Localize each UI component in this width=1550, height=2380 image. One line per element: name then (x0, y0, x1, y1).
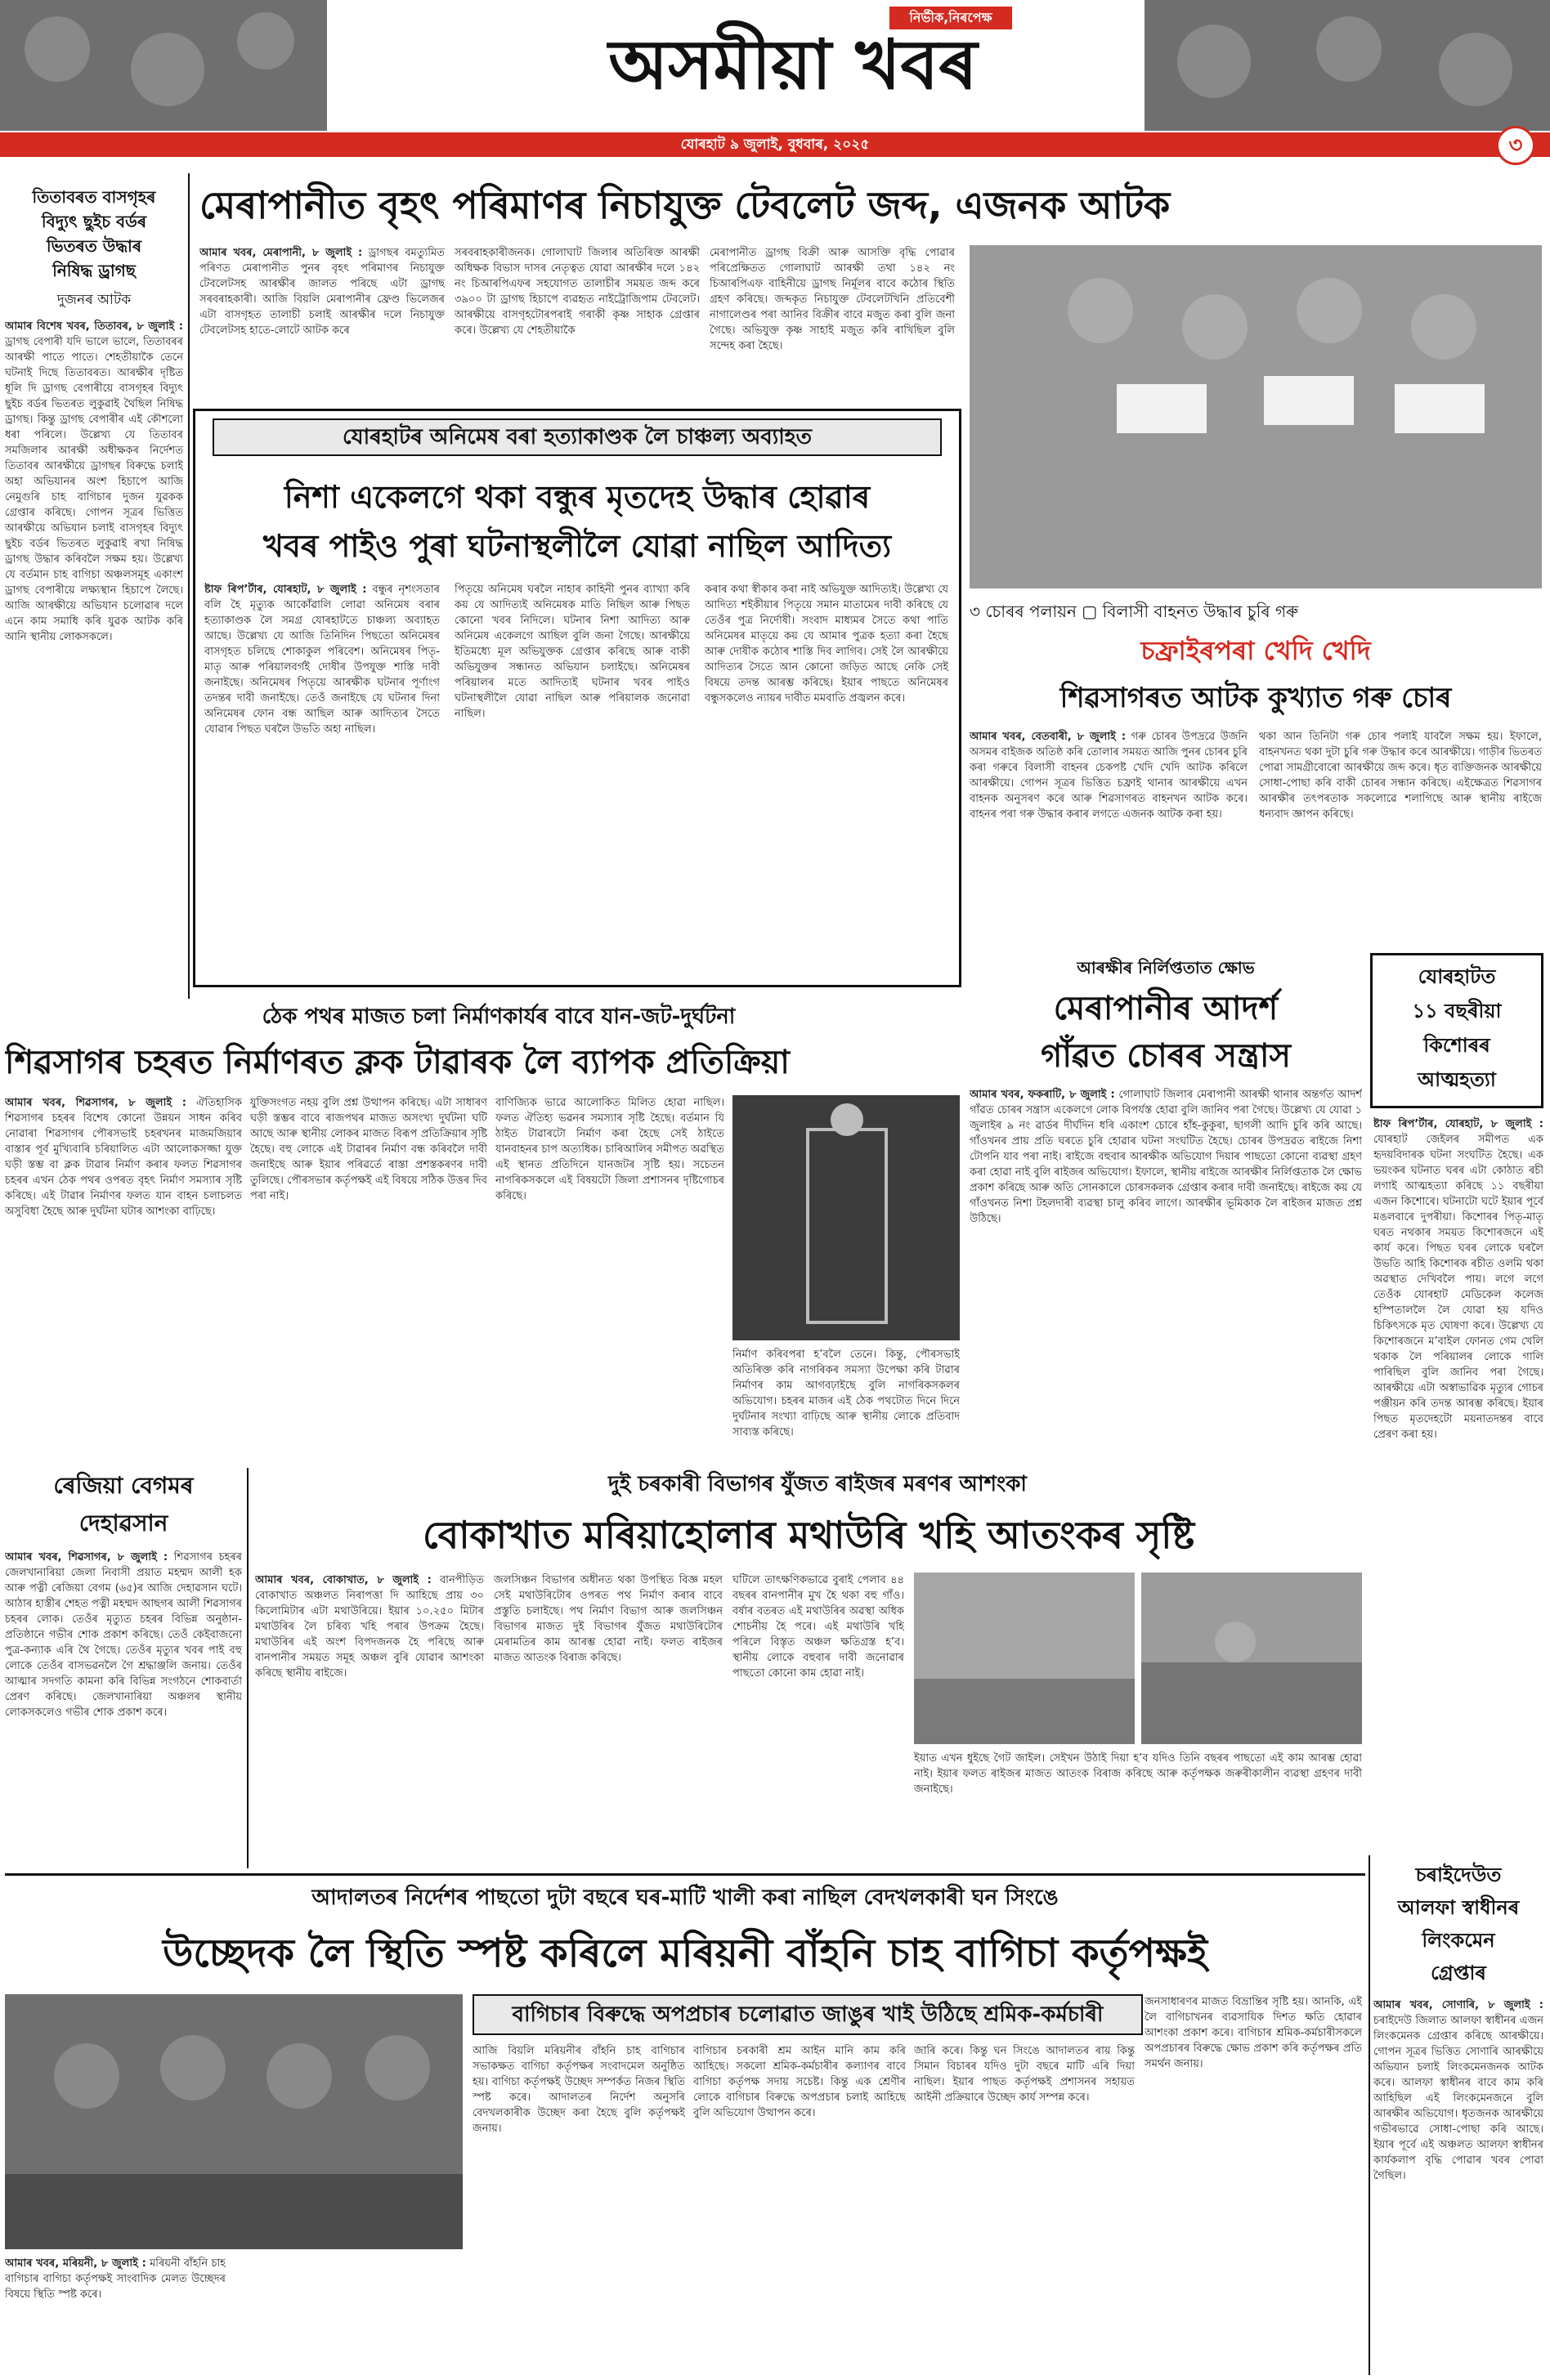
lead-drug-col2: সৰবৰাহকাৰীজনক। গোলাঘাট জিলাৰ অতিৰিক্ত আৰক্ষী অধিক্ষক বিভাস দাসৰ নেতৃত্বত যোৱা আৰক্ষীৰ দলে ১৪২ নং চিআৰপিএফৰ সহযোগত তালাচীৰ সময়ত জব্দ কৰে ৩৯০০ টা ড্ৰাগছ হিচাপে ব্যৱহৃত নাইট্ৰোজিপাম টেবলেট। আৰক্ষীয়ে বাসগৃহটোৰপৰাই গৰাকী কৃষ্ণ সাহাক গ্ৰেপ্তাৰ কৰে। উল্লেখ্য যে শেহতীয়াকৈ (455, 247, 700, 337)
tower-col1-text: ঐতিহাসিক শিৱসাগৰ চহৰৰ বিশেষ কোনো উন্নয়ন সাধন কৰিব নোৱাৰা শিৱসাগৰ পৌৰসভাই চহৰখনৰ মাজমজিয়াৰ বাস্তাৰ পূৰ্ব মুখ্যিবাৰি চৰিয়ালিত এটা আলোকসজ্জা যুক্ত ঘড়ী স্তম্ভ বা ক্লক টাৱাৰ নিৰ্মাণ কৰাৰ ফলত শিৱসাগৰ চহৰৰ এখন ঠেক পথৰ ওপৰত বৃহৎ নিৰ্মাণ সমস্যাৰ সৃষ্টি কৰিছে। এই টাৱাৰ নিৰ্মাণৰ ফলত যান বাহন চলাচলত অসুবিধা হৈছে আৰু দুৰ্ঘটনা ঘটাৰ আশংকা বাঢ়িছে। (5, 1097, 242, 1218)
masthead-photo-right (1145, 0, 1550, 131)
suicide-text: যোৰহাট জেইলৰ সমীপত এক হৃদয়বিদাৰক ঘটনা সংঘটিত হৈছে। এক ভয়ংকৰ ঘটনাত ঘৰৰ এটা কোঠাত ৰচী লগাই আত্মহত্যা কৰিছে ১১ বছৰীয়া এজন কিশোৰে। ঘটনাটো ঘটে ইয়াৰ পূৰ্বে মঙলবাৰে দুপৰীয়া। কিশোৰৰ পিতৃ-মাতৃ ঘৰত নথকাৰ সময়ত কিশোৰজনে এই কাৰ্য কৰে। পিছত ঘৰৰ লোকে ঘৰলৈ উভতি আহি কিশোৰক ৰচীত ওলমি থকা অৱস্থাত দেখিবলৈ পায়। লগে লগে তেওঁক যোৰহাট মেডিকেল কলেজ হস্পিতাললৈ লৈ যোৱা হয় যদিও চিকিৎসকে মৃত ঘোষণা কৰে। উল্লেখ্য যে কিশোৰজনে ম’বাইল ফোনত গেম খেলি থকাক লৈ পৰিয়ালৰ লোকে গালি পাৰিছিল বুলি জানিব পৰা গৈছে। আৰক্ষীয়ে এটা অস্বাভাৱিক মৃত্যুৰ গোচৰ পঞ্জীয়ন কৰি তদন্ত আৰম্ভ কৰিছে। ইয়াৰ পিছত মৃতদেহটো ময়নাতদন্তৰ বাবে প্ৰেৰণ কৰা হয়। (1373, 1134, 1543, 1441)
tea-col1: আজি বিয়লি মৰিয়নীৰ বাঁহনি চাহ বাগিচাৰ সভাকক্ষত বাগিচা কৰ্তৃপক্ষৰ সংবাদমেল অনুষ্ঠিত হয়। বাগিচা কৰ্তৃপক্ষই উচ্ছেদ সম্পৰ্কত নিজৰ স্থিতি স্পষ্ট কৰে। আদালতৰ নিৰ্দেশ অনুসৰি বেদখলকাৰীক উচ্ছেদ কৰা হৈছে বুলি কৰ্তৃপক্ষই জনায়। (473, 2045, 685, 2135)
tower-col3: বাণিজ্যিক ভাৱে আলোকিত মিলিত হোৱা নাছিল। ফলত ঐতিহ্য ভৱনৰ সমস্যাৰ সৃষ্টি হৈছে। বৰ্তমান যি ঠাইত টাৱাৰটো নিৰ্মাণ কৰা হৈছে সেই ঠাইতে যানবাহনৰ চাপ অত্যধিক। চাৰিআলিৰ সমীপত অৱস্থিত এই স্থানত প্ৰতিদিনে যানজটৰ সৃষ্টি হয়। সচেতন নাগৰিকসকলে এই বিষয়টো জিলা প্ৰশাসনৰ দৃষ্টিগোচৰ কৰিছে। (495, 1097, 724, 1202)
suicide-headline-3: কিশোৰৰ (1423, 1034, 1490, 1057)
theft-headline-2: শিৱসাগৰত আটক কুখ্যাত গৰু চোৰ (1059, 682, 1452, 714)
ulfa-headline-4: গ্ৰেপ্তাৰ (1431, 1962, 1486, 1984)
tea-top-rule (5, 1873, 1365, 1876)
theft-dateline: আমাৰ খবৰ, বেতবাৰী, ৮ জুলাই : (970, 731, 1127, 743)
tower-col1 (5, 1095, 242, 1461)
tea-kicker: আদালতৰ নিৰ্দেশৰ পাছতো দুটা বছৰে ঘৰ-মাটি খালী কৰা নাছিল বেদখলকাৰী ঘন সিংঙে (311, 1886, 1059, 1910)
murder-headline-2: খবৰ পাইও পুৰা ঘটনাস্থলীলৈ যোৱা নাছিল আদিত্য (262, 528, 892, 564)
rejia-headline-2: দেহাৱসান (78, 1510, 168, 1537)
rejia-text: শিৱসাগৰ চহৰৰ জেলখানাৰিয়া জেলা নিবাসী প্ৰয়াত মহম্মদ আলী হক আৰু পত্নী ৰেজিয়া বেগম (৬৫)ৰ আজি দেহাৱসান ঘটে। আঠাৰ হাস্তীৰ শেহত পত্নী মহম্মদ আছগৰ আলী শিৱসাগৰ চহৰৰ লোক। তেওঁৰ মৃত্যুত চহৰৰ বিভিন্ন অনুষ্ঠান-প্ৰতিষ্ঠানে গভীৰ শোক প্ৰকাশ কৰিছে। তেওঁ কেইবাজনো পুত্ৰ-কন্যাক এৰি থৈ গৈছে। তেওঁৰ মৃত্যুৰ খবৰ পাই বহু লোকে তেওঁৰ বাসভৱনলৈ গৈ শ্ৰদ্ধাঞ্জলি জনায়। তেওঁৰ আত্মাৰ সদগতি কামনা কৰি বিভিন্ন সংগঠনে শোকবাৰ্তা প্ৰেৰণ কৰিছে। জেলখানাৰিয়া অঞ্চলৰ স্থানীয় লোকসকলেও গভীৰ শোক প্ৰকাশ কৰে। (5, 1551, 242, 1719)
tea-col2: বাগিচাৰ চৰকাৰী শ্ৰম আইন মানি কাম কৰি আহিছে। সকলো শ্ৰমিক-কৰ্মচাৰীৰ কল্যাণৰ বাবে বাগিচা কৰ্তৃপক্ষ সদায় সচেষ্ট। কিন্তু এক শ্ৰেণীৰ লোকে বাগিচাৰ বিৰুদ্ধে অপপ্ৰচাৰ চলাই আহিছে বুলি অভিযোগ উত্থাপন কৰে। (693, 2045, 906, 2119)
rejia-rule (247, 1468, 249, 1868)
left-drug-text: ড্ৰাগছ বেপাৰী যদি ভালে ভালে, তিতাবৰৰ আৰক্ষী পাতে পাতে। শেহতীয়াকৈ তেনে ঘটনাই দিছে তিতাবৰত। আৰক্ষীৰ দৃষ্টিত ধূলি দি ড্ৰাগছ বেপাৰীয়ে বাসগৃহৰ বিদ্যুৎ ছুইচ বৰ্ডৰ ভিতৰত লুকুৱাই থৈছিল নিষিদ্ধ ড্ৰাগছ। কিন্তু ড্ৰাগছ বেপাৰীৰ এই কৌশলো ধৰা পৰিলে। উল্লেখ্য যে তিতাবৰ সমজিলাৰ আৰক্ষী অধীক্ষকৰ নিৰ্দেশত তিতাবৰ আৰক্ষীয়ে ড্ৰাগছৰ বিৰুদ্ধে চলাই অহা অভিযানৰ অংশ হিচাপে আজি নেমুগুৰি চাহ বাগিচাৰ দুজন যুৱকক গ্ৰেপ্তাৰ কৰিছে। গোপন সূত্ৰৰ ভিত্তিত আৰক্ষীয়ে অভিযান চলাই বাসগৃহৰ বিদ্যুৎ ছুইচ বৰ্ডৰ ভিতৰত লুকুৱাই ৰখা নিষিদ্ধ ড্ৰাগছ উদ্ধাৰ কৰিবলৈ সক্ষম হয়। উল্লেখ্য যে বৰ্তমান চাহ বাগিচা অঞ্চলসমূহ একাংশ ড্ৰাগছ বেপাৰীয়ে লক্ষ্যস্থান হিচাপে লৈছে। আজি আৰক্ষীয়ে অভিযান চলোৱাৰ দলে এনে কাম সমাধি কৰি যুৱক আটক কৰি আনি স্থানীয় লোকসকলে। (5, 336, 183, 643)
suicide-headline-2: ১১ বছৰীয়া (1412, 1000, 1502, 1022)
crocodile-col3: ঘটিলে তাৎক্ষণিকভাৱে বুৰাই পেলাব ৪৪ বছৰৰ বানপানীৰ মুখ হৈ থকা বহু গাঁও। বৰ্ষাৰ বতৰত এই মথাউৰিৰ অৱস্থা অধিক শোচনীয় হৈ পৰে। এই মথাউৰি খহি পৰিলে বিস্তৃত অঞ্চল ক্ষতিগ্ৰস্ত হ’ব। স্থানীয় লোকে বহুবাৰ দাবী জনোৱাৰ পাছতো কোনো কাম হোৱা নাই। (732, 1574, 904, 1680)
suicide-dateline: ষ্টাফ ৰিপ’ৰ্টাৰ, যোৰহাট, ৮ জুলাই : (1373, 1118, 1543, 1130)
theft-col2: থকা আন তিনিটা গৰু চোৰ পলাই যাবলৈ সক্ষম হয়। ইফালে, বাহনখনত থকা দুটা চুৰি গৰু উদ্ধাৰ কৰে আৰক্ষীয়ে। গাড়ীৰ ভিতৰত পোৱা সামগ্ৰীবোৰো আৰক্ষীয়ে জব্দ কৰে। ধৃত ব্যক্তিজনক আৰক্ষীয়ে সোধা-পোছা কৰি বাকী চোৰৰ সন্ধান কৰিছে। এইক্ষেত্ৰত শিৱসাগৰ আৰক্ষীৰ তৎপৰতাক সকলোৱে শলাগিছে আৰু স্থানীয় ৰাইজে ধন্যবাদ জ্ঞাপন কৰিছে। (1259, 731, 1542, 821)
page-number: ৩ (1496, 126, 1535, 165)
masthead-title: অসমীয়া খবৰ (608, 24, 978, 105)
tea-headline: উচ্ছেদক লৈ স্থিতি স্পষ্ট কৰিলে মৰিয়নী বাঁহনি চাহ বাগিচা কৰ্তৃপক্ষই (163, 1930, 1207, 1976)
ulfa-headline-2: আলফা স্বাধীনৰ (1397, 1896, 1520, 1919)
tea-col4: জনসাধাৰণৰ মাজত বিভ্ৰান্তিৰ সৃষ্টি হয়। আনকি, এই লৈ বাগিচাখনৰ ব্যৱসায়িক দিশত ক্ষতি হোৱাৰ আশংকা প্ৰকাশ কৰে। বাগিচাৰ শ্ৰমিক-কৰ্মচাৰীসকলে অপপ্ৰচাৰৰ বিৰুদ্ধে ক্ষোভ প্ৰকাশ কৰি কৰ্তৃপক্ষৰ প্ৰতি সমৰ্থন জনায়। (1145, 1996, 1362, 2070)
murder-col1 (204, 582, 440, 979)
suicide-headline-1: যোৰহাটত (1418, 965, 1496, 988)
tea-dateline: আমাৰ খবৰ, মৰিয়নী, ৮ জুলাই : (5, 2257, 146, 2270)
tower-caption: নিৰ্মাণ কৰিবপৰা হ’বলৈ তেনে। কিন্তু, পৌৰসভাই অতিৰিক্ত কৰি নাগৰিকৰ সমস্যা উপেক্ষা কৰি টাৱাৰ নিৰ্মাণৰ কাম আগবঢ়াইছে বুলি নাগৰিকসকলৰ অভিযোগ। চহৰৰ মাজৰ এই ঠেক পথটোত দিনে দিনে দুৰ্ঘটনাৰ সংখ্যা বাঢ়িছে আৰু স্থানীয় লোকে প্ৰতিবাদ সাব্যস্ত কৰিছে। (732, 1349, 960, 1438)
ulfa-text: চৰাইদেউ জিলাত আলফা স্বাধীনৰ এজন লিংকমেনক গ্ৰেপ্তাৰ কৰিছে আৰক্ষীয়ে। গোপন সূত্ৰৰ ভিত্তিত সোণাৰি আৰক্ষীয়ে অভিযান চলাই লিংকমেনজনক আটক কৰে। আলফা স্বাধীনৰ বাবে কাম কৰি আহিছিল এই লিংকমেনজনে বুলি আৰক্ষীৰ অভিযোগ। ধৃতজনক আৰক্ষীয়ে গভীৰভাৱে সোধা-পোছা কৰি আছে। ইয়াৰ পূৰ্বে এই অঞ্চলত আলফা স্বাধীনৰ কাৰ্যকলাপ বৃদ্ধি পোৱাৰ খবৰ পোৱা গৈছিল। (1373, 2015, 1543, 2182)
village-headline-1: মেৰাপানীৰ আদৰ্শ (1053, 990, 1279, 1027)
tea-col3: জাৰি কৰে। কিন্তু ঘন সিংঙে আদালতৰ ৰায় কিন্তু সিমান বিচাৰৰ যদিও দুটা বছৰে মাটি এৰি দিয়া নাছিল। ইয়াৰ পাছত কৰ্তৃপক্ষই প্ৰশাসনৰ সহায়ত আইনী প্ৰক্ৰিয়াৰে উচ্ছেদ কাৰ্য সম্পন্ন কৰে। (914, 2045, 1135, 2104)
lead-drug-headline: মেৰাপানীত বৃহৎ পৰিমাণৰ নিচাযুক্ত টেবলেট জব্দ, এজনক আটক (199, 183, 1171, 227)
village-body (970, 1087, 1362, 1468)
left-column-rule (188, 173, 190, 999)
suicide-body (1373, 1116, 1543, 1852)
left-drug-headline-4: নিষিদ্ধ ড্ৰাগছ (52, 261, 136, 280)
crocodile-col1 (255, 1572, 484, 1867)
lead-drug-col1-text: ড্ৰাগছৰ বমত্যুমিত পৰিণত মেৰাপানীত পুনৰ বৃহৎ পৰিমাণৰ নিচাযুক্ত টেবলেটসহ আৰক্ষীৰ জালত পৰিছে এটা ড্ৰাগছ সৰবৰাহকাৰী। আজি বিয়লি মেৰাপানীৰ ফ্ৰেণ্ড ভিলেজৰ এটা বাসগৃহত তালাচী চলাই আৰক্ষীৰ দলে নিচাযুক্ত টেবলেটসহ হাতে-লোটে আটক কৰে (199, 247, 445, 337)
lead-drug-dateline: আমাৰ খবৰ, মেৰাপানী, ৮ জুলাই : (199, 247, 363, 259)
murder-col1-text: বন্ধুৰ নৃশংসতাৰ বলি হৈ মৃত্যুক আকোঁৱালি লোৱা অনিমেষ বৰাৰ হত্যাকাণ্ডক লৈ সমগ্ৰ যোৰহাটতে চাঞ্চল্য অব্যাহত আছে। উল্লেখ্য যে আজি তিনিদিন পিছতো অনিমেষৰ বাসগৃহত চলিছে শোকাকুল পৰিবেশ। অনিমেষৰ পিতৃ-মাতৃ আৰু পৰিয়ালবৰ্গই দোষীৰ উপযুক্ত শাস্তি দাবী জনাইছে। অনিমেষৰ পিতৃয়ে আৰক্ষীক ঘটনাৰ পূৰ্ণাংগ তদন্তৰ দাবী জনাইছে। তেওঁ জনাইছে যে ঘটনাৰ দিনা অনিমেষৰ ফোন বন্ধ আছিল আৰু আদিত্যৰ সৈতে যোৱাৰ পিছত ঘৰলৈ উভতি অহা নাছিল। (204, 584, 440, 736)
murder-headline-1: নিশা একেলগে থকা বন্ধুৰ মৃতদেহ উদ্ধাৰ হোৱাৰ (284, 479, 871, 515)
left-drug-dateline: আমাৰ বিশেষ খবৰ, তিতাবৰ, ৮ জুলাই : (5, 320, 183, 333)
ulfa-headline-1: চৰাইদেউত (1415, 1863, 1502, 1886)
theft-col1-text: গৰু চোৰৰ উপদ্ৰৱে উজনি অসমৰ বাইজক অতিষ্ঠ কৰি তোলাৰ সময়ত আজি পুনৰ চোৰৰ চুৰি কৰা গৰুৰে বিলাসী বাহনৰ চেকপষ্ট খেদি খেদি আটক কৰিলে আৰক্ষীয়ে। গোপন সূত্ৰৰ ভিত্তিত চফ্ৰাই থানাৰ আৰক্ষীয়ে এখন বাহনক অনুসৰণ কৰে আৰু শিৱসাগৰত বাহনখন আটক কৰে। বাহনৰ পৰা গৰু উদ্ধাৰ কৰাৰ লগতে এজনক আটক কৰা হয়। (970, 731, 1248, 821)
murder-kicker: যোৰহাটৰ অনিমেষ বৰা হত্যাকাণ্ডক লৈ চাঞ্চল্য অব্যাহত (213, 418, 942, 456)
rejia-dateline: আমাৰ খবৰ, শিৱসাগৰ, ৮ জুলাই : (5, 1551, 168, 1564)
crocodile-col1-text: বানপীড়িত বোকাখাত অঞ্চলত নিৰাপত্তা দি আহিছে প্ৰায় ৩০ কিলোমিটাৰ এটা মথাউৰিয়ে। ইয়াৰ ১০.২৫০ মিটাৰ মথাউৰিৰ লৈ চৰিব্য খহি পৰাৰ উপক্ৰম হৈছে। মথাউৰিৰ এই অংশ বিপদজনক হৈ পৰিছে আৰু বানপানীৰ সময়ত সমূহ অঞ্চল বুৰি যোৱাৰ আশংকা কৰিছে স্থানীয় ৰাইজে। (255, 1574, 484, 1680)
crocodile-photo-right (1141, 1572, 1362, 1744)
ulfa-dateline: আমাৰ খবৰ, সোণাৰি, ৮ জুলাই : (1373, 1999, 1543, 2011)
lead-drug-photo (970, 245, 1542, 588)
tower-photo (732, 1095, 960, 1340)
ulfa-rule (1369, 1855, 1370, 2375)
tea-photo-caption (5, 2256, 226, 2375)
tower-kicker: ঠেক পথৰ মাজত চলা নিৰ্মাণকাৰ্যৰ বাবে যান-জট-দুৰ্ঘটনা (262, 1004, 736, 1029)
left-drug-story (5, 183, 183, 935)
murder-dateline: ষ্টাফ ৰিপ’ৰ্টাৰ, যোৰহাট, ৮ জুলাই : (204, 584, 367, 596)
crocodile-caption: ইয়াত এখন ধুইছে গৈট জাইল। সেইখন উঠাই দিয়া হ’ব যদিও তিনি বছৰৰ পাছতো এই কাম আৰম্ভ হোৱা নাই। ইয়াৰ ফলত ৰাইজৰ মাজত আতংক বিৰাজ কৰিছে আৰু কৰ্তৃপক্ষক জৰুৰীকালীন ব্যৱস্থা গ্ৰহণৰ দাবী জনাইছে। (914, 1752, 1362, 1796)
crocodile-photo-left (914, 1572, 1135, 1744)
lead-drug-col1 (199, 245, 445, 400)
lead-drug-col3: মেৰাপানীত ড্ৰাগছ বিক্ৰী আৰু আসক্তি বৃদ্ধি পোৱাৰ পৰিপ্ৰেক্ষিতত গোলাঘাট আৰক্ষী তথা ১৪২ নং চিআৰপিএফ বাহিনীয়ে ড্ৰাগছ নিৰ্মূলৰ বাবে কঠোৰ স্থিতি গ্ৰহণ কৰিছে। জব্দকৃত নিচাযুক্ত টেবলেটখিনি প্ৰতিবেশী নাগালেণ্ডৰ পৰা আনিব বিক্ৰীৰ বাবে মজুত কৰা বুলি জনা গৈছে। অভিযুক্ত কৃষ্ণ সাহাই মজুত কৰি ৰাখিছিল বুলি সন্দেহ কৰা হৈছে। (710, 247, 955, 352)
tower-dateline: আমাৰ খবৰ, শিৱসাগৰ, ৮ জুলাই : (5, 1097, 186, 1109)
murder-col2: পিতৃয়ে অনিমেষ ঘৰলৈ নাহাৰ কাহিনী পুনৰ ব্যাখ্যা কৰি কয় যে আদিত্যই অনিমেষক মাতি নিছিল আৰু পিছত কোনো খবৰ নিদিলে। ঘটনাৰ নিশা আদিত্য আৰু অনিমেষ একেলগে আছিল বুলি জনা গৈছে। আৰক্ষীয়ে ইতিমধ্যে মূল অভিযুক্তক গ্ৰেপ্তাৰ কৰিছে আৰু বাকী অভিযুক্তৰ সন্ধানত অভিযান চলাইছে। অনিমেষৰ পৰিয়ালৰ মতে আদিত্যই ঘটনাৰ খবৰ পাইও ঘটনাস্থলীলৈ যোৱা নাছিল আৰু পৰিয়ালক জনোৱা নাছিল। (455, 584, 690, 720)
crocodile-dateline: আমাৰ খবৰ, বোকাখাত, ৮ জুলাই : (255, 1574, 432, 1586)
crocodile-headline: বোকাখাত মৰিয়াহোলাৰ মথাউৰি খহি আতংকৰ সৃষ্টি (422, 1513, 1195, 1557)
rejia-body (5, 1550, 242, 1868)
tower-headline: শিৱসাগৰ চহৰত নিৰ্মাণৰত ক্লক টাৱাৰক লৈ ব্যাপক প্ৰতিক্ৰিয়া (5, 1044, 790, 1081)
masthead-photo-left (0, 0, 327, 131)
tower-col2: যুক্তিসংগত নহয় বুলি প্ৰশ্ন উত্থাপন কৰিছে। এটা সাধাৰণ ঘড়ী স্তম্ভৰ বাবে ৰাজপথৰ মাজত অসংখ্য দুৰ্ঘটনা ঘটি আছে আৰু স্থানীয় লোকৰ মাজত বিৰূপ প্ৰতিক্ৰিয়াৰ সৃষ্টি হৈছে। বহু লোকে এই টাৱাৰৰ নিৰ্মাণ বন্ধ কৰিবলৈ দাবী জনাইছে আৰু ইয়াৰ পৰিৱৰ্তে ৰাস্তা প্ৰশস্তকৰণৰ দাবী তুলিছে। পৌৰসভাৰ কৰ্তৃপক্ষই এই বিষয়ে সঠিক উত্তৰ দিব পৰা নাই। (250, 1097, 487, 1202)
murder-col3: কৰাৰ কথা স্বীকাৰ কৰা নাই অভিযুক্ত আদিত্যই। উল্লেখ্য যে আদিত্য শইকীয়াৰ পিতৃয়ে সমান মাতামেৰ দাবী কৰিছে যে তেওঁৰ পুত্ৰ নিৰ্দোষী। সংবাদ মাধ্যমৰ সৈতে কথা পাতি অনিমেষৰ মাতৃয়ে কয় যে আমাৰ পুত্ৰক হত্যা কৰা হৈছে আৰু দোষীক কঠোৰ শাস্তি দিব লাগিব। সেই লৈ আৰক্ষীয়ে আদিত্যৰ সৈতে আন কোনো জড়িত আছে নেকি সেই বিষয়ে তদন্ত আৰম্ভ কৰিছে। ইয়াৰ পাছতে অনিমেষৰ বন্ধুসকলেও ন্যায়ৰ দাবীত মমবাতি প্ৰজ্বলন কৰে। (705, 584, 948, 705)
suicide-headline-4: আত্মহত্যা (1418, 1068, 1496, 1091)
left-drug-subhead: দুজনৰ আটক (56, 292, 132, 308)
left-drug-headline-3: ভিতৰত উদ্ধাৰ (46, 236, 142, 256)
left-drug-headline-2: বিদ্যুৎ ছুইচ বৰ্ডৰ (41, 212, 147, 231)
crocodile-kicker: দুই চৰকাৰী বিভাগৰ যুঁজত ৰাইজৰ মৰণৰ আশংকা (608, 1472, 1027, 1496)
tea-subkicker: বাগিচাৰ বিৰুদ্ধে অপপ্ৰচাৰ চলোৱাত জাঙুৰ খাই উঠিছে শ্ৰমিক-কৰ্মচাৰী (473, 1994, 1143, 2035)
theft-headline-1: চফ্ৰাইৰপৰা খেদি খেদি (1140, 635, 1371, 666)
ulfa-headline-3: লিংকমেন (1422, 1929, 1495, 1952)
village-dateline: আমাৰ খবৰ, ফকৰাটি, ৮ জুলাই : (970, 1089, 1115, 1101)
village-text: গোলাঘাট জিলাৰ মেৰাপানী আৰক্ষী থানাৰ অন্তৰ্গত আদৰ্শ গাঁৱত চোৰৰ সন্ত্ৰাস একেলগে লোক বিপৰ্যস্ত হোৱা বুলি জানিব পৰা গৈছে। উল্লেখ্য যে যোৱা ১ জুলাইৰ ৯ নং ৱাৰ্ডৰ দীৰ্ঘদিন ধৰি একাংশ চোৰে হাঁহ-কুকুৰা, ছাগলী আদি চুৰি কৰি আছে। গাঁওখনৰ প্ৰায় প্ৰতি ঘৰতে চুৰি হোৱাৰ ঘটনা সংঘটিত হৈছে। চোৰৰ উপদ্ৰৱত ৰাইজে নিশা টোপনি যাব পৰা নাই। ৰাইজে বহুবাৰ আৰক্ষীক অভিযোগ দিয়াৰ পাছতো কোনো ব্যৱস্থা গ্ৰহণ কৰা হোৱা নাই বুলি ৰাইজৰ অভিযোগ। ইফালে, স্থানীয় ৰাইজে আৰক্ষীৰ নিৰ্লিপ্ততাক লৈ ক্ষোভ প্ৰকাশ কৰিছে আৰু অতি সোনকালে চোৰসকলক গ্ৰেপ্তাৰ কৰাৰ দাবী জনাইছে। ৰাইজে কয় যে গাঁওখনত নিশা টহলদাৰী ব্যৱস্থা চালু কৰিব লাগে। আৰক্ষীৰ ভূমিকাক লৈ ৰাইজৰ মাজত প্ৰশ্ন উঠিছে। (970, 1089, 1362, 1225)
tea-photo-caption-text: মৰিয়নী বাঁহনি চাহ বাগিচাৰ বাগিচা কৰ্তৃপক্ষই সাংবাদিক মেলত উচ্ছেদৰ বিষয়ে স্থিতি স্পষ্ট কৰে। (5, 2257, 226, 2301)
village-kicker: আৰক্ষীৰ নিৰ্লিপ্ততাত ক্ষোভ (1077, 958, 1255, 978)
rejia-headline-1: ৰেজিয়া বেগমৰ (53, 1472, 194, 1499)
left-drug-headline-1: তিতাবৰত বাসগৃহৰ (32, 187, 156, 207)
tea-photo (5, 1994, 463, 2249)
theft-col1 (970, 729, 1248, 948)
village-headline-2: গাঁৱত চোৰৰ সন্ত্ৰাস (1041, 1037, 1291, 1075)
theft-kicker: ৩ চোৰৰ পলায়ন ▢ বিলাসী বাহনত উদ্ধাৰ চুৰি গৰু (970, 602, 1299, 621)
masthead-dateline: যোৰহাট ৯ জুলাই, বুধবাৰ, ২০২৫ (680, 136, 870, 153)
crocodile-col2: জলসিঞ্চন বিভাগৰ অধীনত থকা উপস্থিত বিজ্ঞ মহল সেই মথাউৰিটোৰ ওপৰত পথ নিৰ্মাণ কৰাৰ বাবে প্ৰস্তুতি চলাইছে। পথ নিৰ্মাণ বিভাগ আৰু জলসিঞ্চন বিভাগৰ মাজত দুই বিভাগৰ যুঁজত মথাউৰিটোৰ মেৰামতিৰ কাম আৰম্ভ হোৱা নাই। ফলত ৰাইজৰ মাজত আতংক বিৰাজ কৰিছে। (494, 1574, 723, 1664)
masthead-tagline: নিৰ্ভীক,নিৰপেক্ষ (889, 7, 1012, 29)
left-drug-body (5, 319, 183, 932)
ulfa-body (1373, 1998, 1543, 2375)
